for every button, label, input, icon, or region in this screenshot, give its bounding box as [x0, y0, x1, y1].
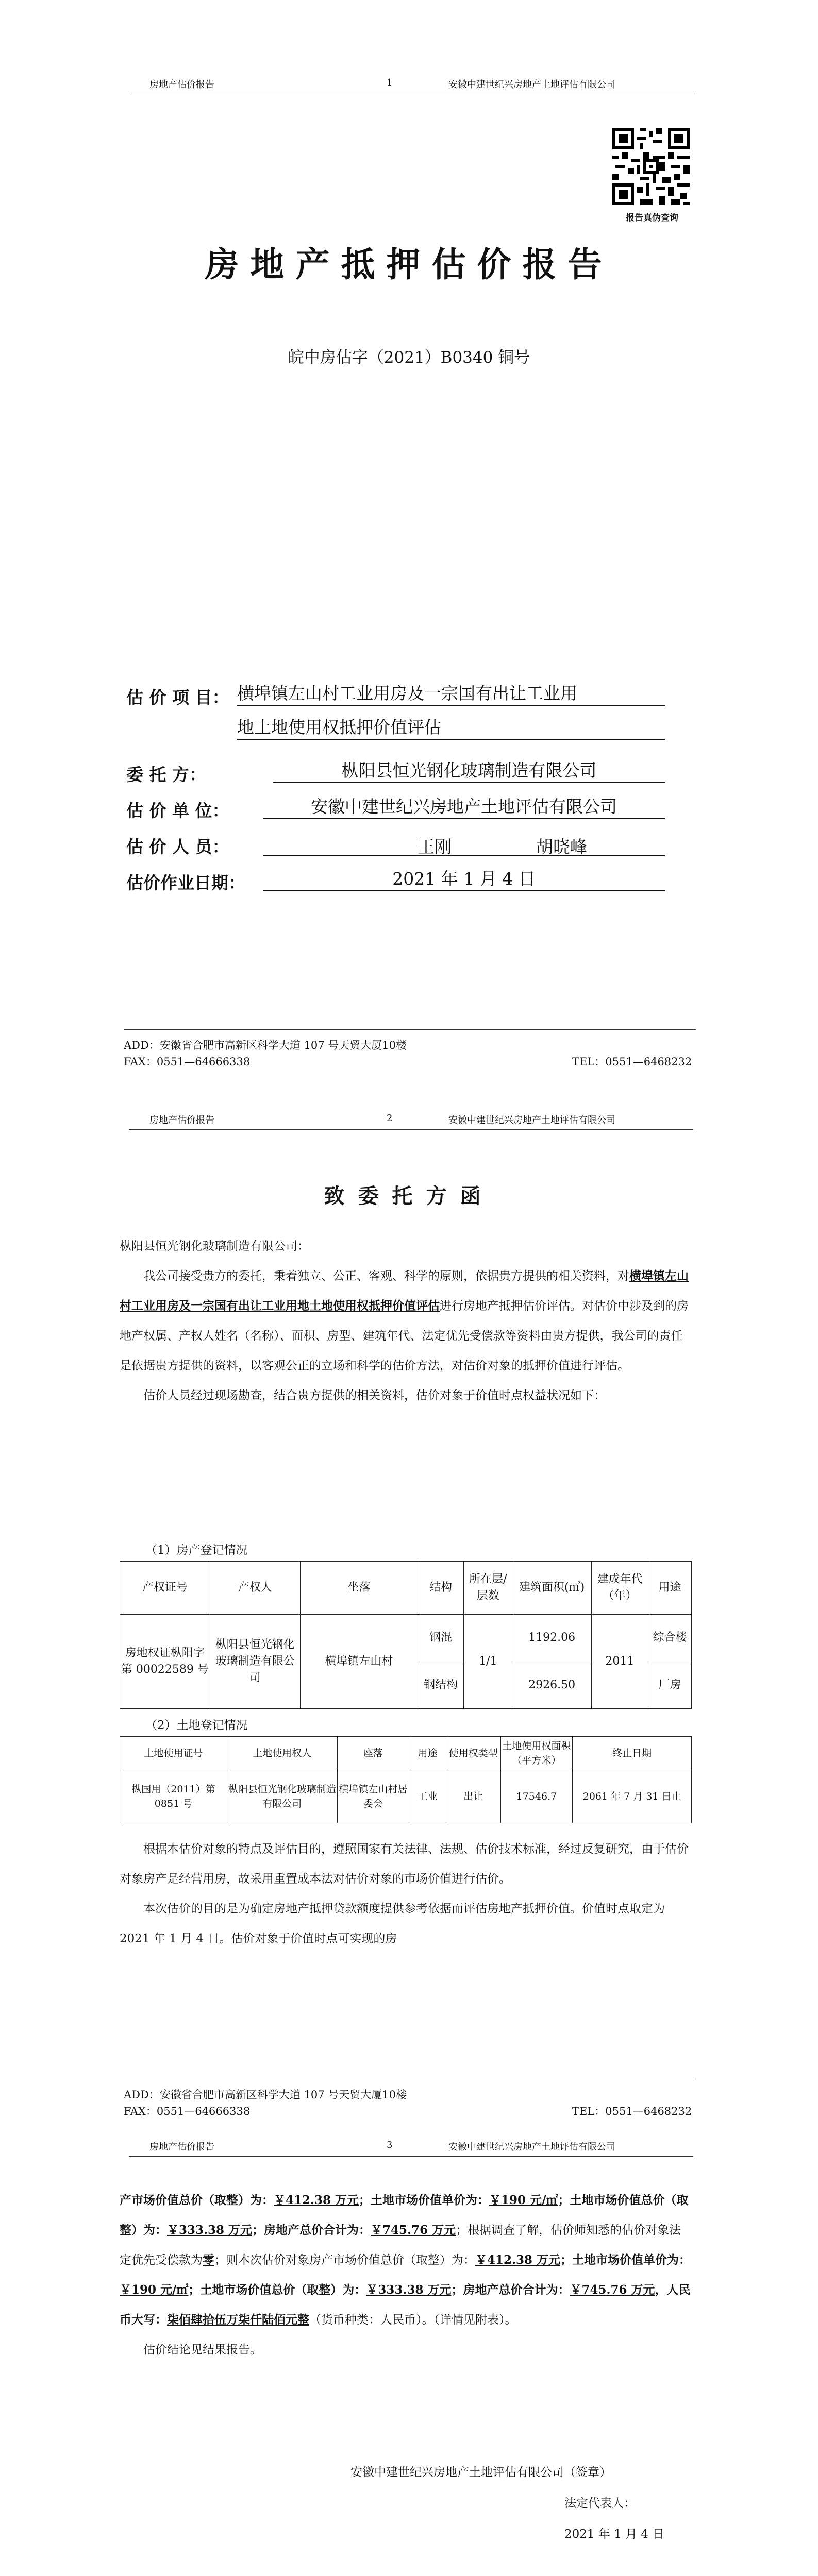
table-header-row — [120, 1562, 692, 1615]
land-area-cell: 17546.7 — [500, 1770, 573, 1823]
floor-cell: 1/1 — [464, 1615, 512, 1709]
land-use-cell: 工业 — [409, 1770, 446, 1823]
area-cell: 2926.50 — [512, 1662, 591, 1709]
page-2 — [0, 1077, 818, 2138]
addressee: 枞阳县恒光钢化玻璃制造有限公司： — [120, 1240, 309, 1253]
letter-body — [120, 1231, 692, 1411]
table-row — [120, 1770, 692, 1823]
house-total-value: ￥412.38 万元 — [475, 2253, 561, 2267]
signature-representative: 法定代表人： — [564, 2497, 636, 2510]
header-cell: 终止日期 — [573, 1737, 692, 1770]
house-total-value: ￥412.38 万元 — [274, 2193, 359, 2207]
grand-total-value: ￥745.76 万元 — [371, 2223, 456, 2237]
text-segment: ；土地市场价值单价为： — [560, 2253, 691, 2267]
header-cell: 产权人 — [210, 1562, 300, 1615]
grand-total-value: ￥745.76 万元 — [570, 2283, 655, 2297]
land-right-type-cell: 出让 — [446, 1770, 500, 1823]
header-cell: 坐落 — [300, 1562, 418, 1615]
paragraph-1-project: 横埠镇左山村工业用房及一宗国有出让工业用地土地使用权抵押价值评估 — [120, 1269, 689, 1313]
unit-label: 估 价 单 位： — [126, 801, 229, 821]
owner-cell: 枞阳县恒光钢化玻璃制造有限公司 — [210, 1615, 300, 1709]
header-cell: 结构 — [418, 1562, 464, 1615]
paragraph-2: 估价人员经过现场勘查，结合贵方提供的相关资料，估价对象于价值时点权益状况如下： — [143, 1389, 606, 1402]
valuation-conclusion — [120, 2185, 692, 2365]
page-footer — [124, 2079, 696, 2120]
text-segment: 产市场价值总价（取整）为： — [120, 2193, 274, 2207]
paragraph-1 — [120, 1261, 692, 1381]
project-label: 估 价 项 目： — [126, 687, 229, 707]
structure-cell: 钢结构 — [418, 1662, 464, 1709]
location-cell: 横埠镇左山村 — [300, 1615, 418, 1709]
project-value-line1: 横埠镇左山村工业用房及一宗国有出让工业用 — [237, 682, 665, 706]
page-header — [129, 77, 693, 94]
table-row — [120, 1615, 692, 1662]
table-2-caption: （2）土地登记情况 — [145, 1719, 248, 1732]
paragraph-6: 估价结论见结果报告。 — [143, 2343, 262, 2357]
header-cell: 土地使用权面积（平方米） — [500, 1737, 573, 1770]
page-1 — [0, 0, 818, 1077]
footer-tel: TEL：0551—6468232 — [572, 2105, 692, 2117]
header-left: 房地产估价报告 — [149, 79, 214, 90]
footer-tel: TEL：0551—6468232 — [572, 1056, 692, 1068]
table-1-caption: （1）房产登记情况 — [145, 1544, 248, 1557]
header-cell: 用途 — [648, 1562, 692, 1615]
table-header-row — [120, 1737, 692, 1770]
report-title: 房地产抵押估价报告 — [205, 244, 613, 284]
land-unit-price: ￥190 元/㎡ — [489, 2193, 558, 2207]
priority-claims-value: 零 — [203, 2253, 214, 2267]
land-unit-price: ￥190 元/㎡ — [120, 2283, 189, 2297]
page-number: 2 — [387, 1113, 393, 1124]
page-3 — [0, 2138, 818, 2576]
header-cell: 使用权类型 — [446, 1737, 500, 1770]
year-cell: 2011 — [591, 1615, 648, 1709]
header-cell: 产权证号 — [120, 1562, 210, 1615]
land-total-value: ￥333.38 万元 — [366, 2283, 452, 2297]
letter-title: 致委托方函 — [324, 1184, 494, 1208]
date-label: 估价作业日期： — [126, 873, 245, 893]
paragraph-4: 本次估价的目的是为确定房地产抵押贷款额度提供参考依据而评估房地产抵押价值。价值时点取定为 2021 年 1 月 4 日。估价对象于价值时点可实现的房 — [120, 1902, 665, 1945]
text-segment: ；土地市场价值单价为： — [359, 2193, 490, 2207]
footer-address: ADD：安徽省合肥市高新区科学大道 107 号天贸大厦10楼 — [124, 2089, 407, 2101]
footer-address: ADD：安徽省合肥市高新区科学大道 107 号天贸大厦10楼 — [124, 1039, 407, 1052]
text-segment: ，人民币大写： — [120, 2283, 691, 2327]
paragraph-1-a: 我公司接受贵方的委托，秉着独立、公正、客观、科学的原则，依据贵方提供的相关资料，对 — [143, 1269, 629, 1283]
signature-company: 安徽中建世纪兴房地产土地评估有限公司（签章） — [350, 2466, 611, 2479]
page-number: 3 — [387, 2140, 393, 2150]
appraiser-1: 王刚 — [418, 837, 452, 857]
use-cell: 厂房 — [648, 1662, 692, 1709]
header-left: 房地产估价报告 — [149, 2142, 214, 2153]
header-cell: 建成年代（年） — [591, 1562, 648, 1615]
text-segment: （货币种类：人民币）。（详情见附表）。 — [309, 2313, 517, 2327]
footer-fax: FAX：0551—64666338 — [124, 2105, 251, 2117]
document-number: 皖中房估字（2021）B0340 铜号 — [288, 348, 530, 367]
property-registration-table — [120, 1561, 692, 1709]
text-segment: ；则本次估价对象房产市场价值总价（取整）为： — [214, 2253, 475, 2267]
header-cell: 所在层/层数 — [464, 1562, 512, 1615]
paragraph-3: 根据本估价对象的特点及评估目的，遵照国家有关法律、法规、估价技术标准，经过反复研究，由于估价对象房产是经营用房，故采用重置成本法对估价对象的市场价值进行估价。 — [120, 1842, 689, 1886]
qr-caption: 报告真伪查询 — [626, 213, 678, 223]
appraiser-2: 胡晓峰 — [536, 837, 587, 857]
project-value-line2: 地土地使用权抵押价值评估 — [237, 716, 665, 740]
structure-cell: 钢混 — [418, 1615, 464, 1662]
use-cell: 综合楼 — [648, 1615, 692, 1662]
text-segment: ；房地产总价合计为： — [252, 2223, 371, 2237]
unit-value: 安徽中建世纪兴房地产土地评估有限公司 — [263, 795, 665, 819]
text-segment: ；土地市场价值总价（取整）为： — [120, 2193, 689, 2237]
land-location-cell: 横埠镇左山村居委会 — [337, 1770, 409, 1823]
header-left: 房地产估价报告 — [149, 1115, 214, 1126]
appraisers-underline — [263, 855, 665, 856]
grand-total-in-words: 柒佰肆拾伍万柒仟陆佰元整 — [167, 2313, 309, 2327]
land-registration-table — [120, 1736, 692, 1823]
land-end-date-cell: 2061 年 7 月 31 日止 — [573, 1770, 692, 1823]
header-cell: 建筑面积(㎡) — [512, 1562, 591, 1615]
page-number: 1 — [387, 77, 393, 88]
qr-code-icon[interactable] — [612, 128, 690, 205]
header-cell: 土地使用权人 — [227, 1737, 337, 1770]
header-right: 安徽中建世纪兴房地产土地评估有限公司 — [448, 79, 615, 90]
header-cell: 座落 — [337, 1737, 409, 1770]
text-segment: ；根据调查了解，估价师知悉的估价对象法定优先受偿款为 — [120, 2224, 681, 2267]
signature-date: 2021 年 1 月 4 日 — [564, 2528, 664, 2541]
appraisers-label: 估 价 人 员： — [126, 837, 229, 857]
page-header — [129, 2140, 693, 2157]
land-cert-cell: 枞国用（2011）第 0851 号 — [120, 1770, 227, 1823]
cert-number-cell: 房地权证枞阳字第 00022589 号 — [120, 1615, 210, 1709]
text-segment: ；土地市场价值总价（取整）为： — [188, 2283, 366, 2297]
client-label: 委 托 方： — [126, 765, 206, 785]
page-header — [129, 1113, 693, 1130]
text-segment: ；房地产总价合计为： — [451, 2283, 570, 2297]
header-right: 安徽中建世纪兴房地产土地评估有限公司 — [448, 2142, 615, 2153]
client-value: 枞阳县恒光钢化玻璃制造有限公司 — [273, 759, 665, 783]
land-total-value: ￥333.38 万元 — [167, 2223, 253, 2237]
letter-body-continued — [120, 1834, 692, 1954]
area-cell: 1192.06 — [512, 1615, 591, 1662]
header-cell: 用途 — [409, 1737, 446, 1770]
header-right: 安徽中建世纪兴房地产土地评估有限公司 — [448, 1115, 615, 1126]
footer-fax: FAX：0551—64666338 — [124, 1056, 251, 1068]
page-footer — [124, 1029, 696, 1070]
paragraph-5 — [120, 2185, 692, 2335]
date-value: 2021 年 1 月 4 日 — [263, 868, 665, 891]
paragraph-1-c: 进行房地产抵押估价评估。对估价中涉及到的房地产权属、产权人姓名（名称）、面积、房型、建筑年代、法定优先受偿款等资料由贵方提供，我公司的责任是依据贵方提供的资料，以客观公正的立场和科学的估价方法，对估价对象的抵押价值进行评估。 — [120, 1299, 689, 1372]
header-cell: 土地使用证号 — [120, 1737, 227, 1770]
land-owner-cell: 枞阳县恒光钢化玻璃制造有限公司 — [227, 1770, 337, 1823]
